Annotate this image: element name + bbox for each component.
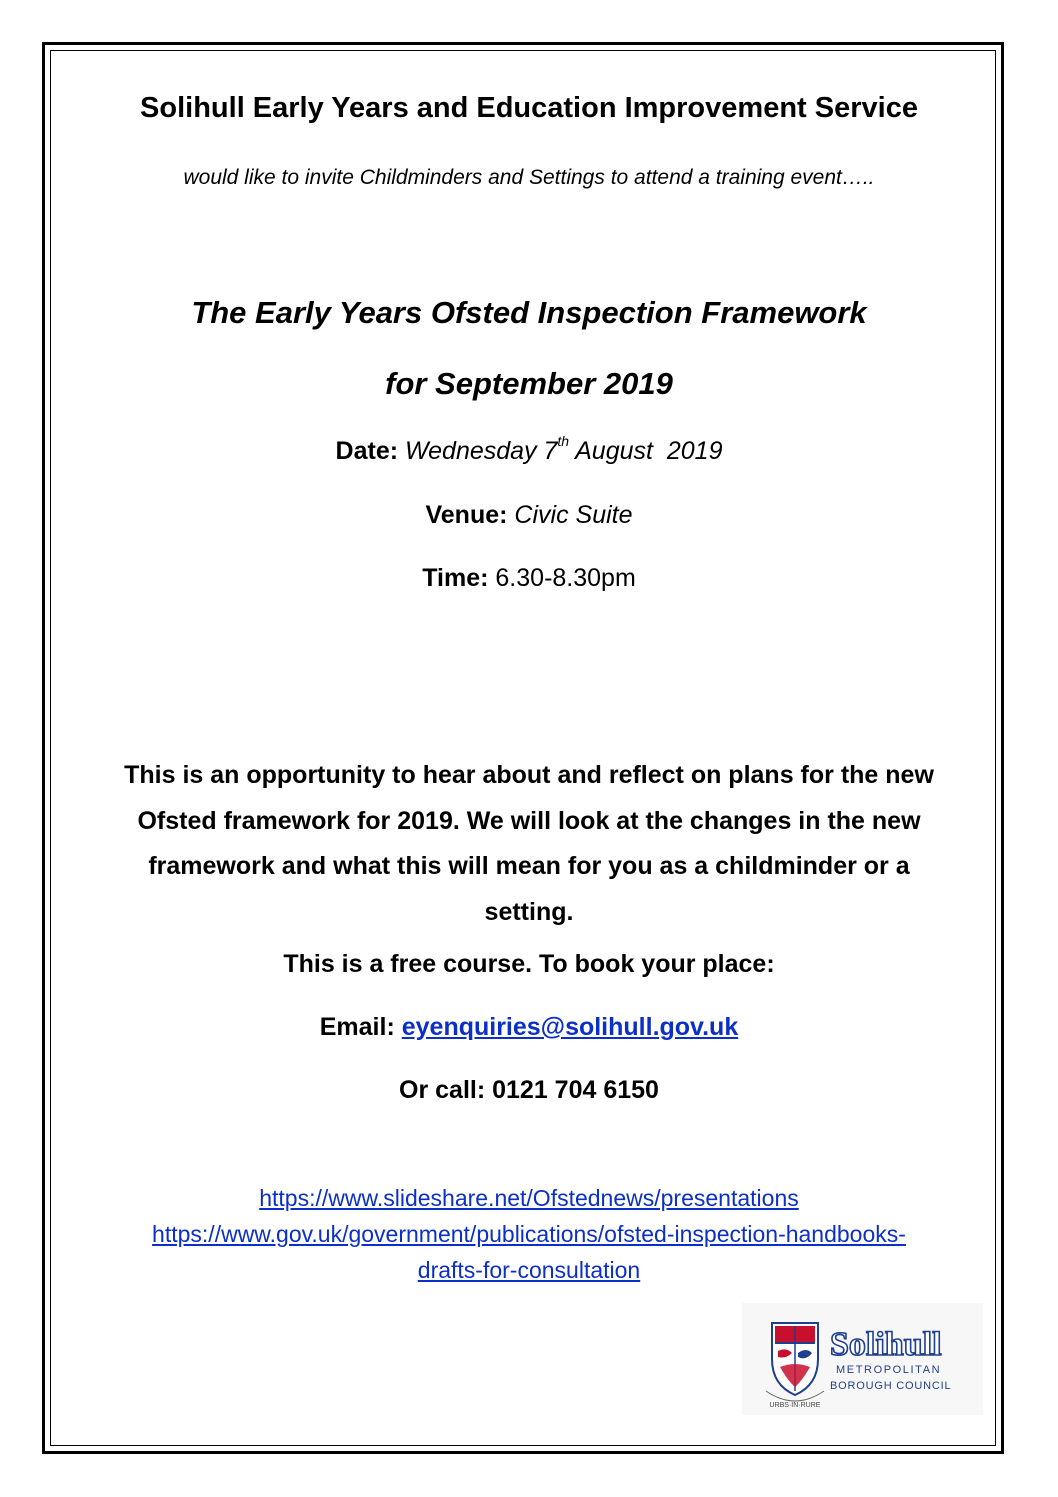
event-title-line1: The Early Years Ofsted Inspection Framework	[191, 295, 867, 330]
council-logo-graphic	[742, 1303, 983, 1415]
description-paragraph	[62, 753, 996, 935]
logo-line3: BOROUGH COUNCIL	[830, 1380, 952, 1392]
description-line: setting.	[484, 897, 574, 926]
venue-row	[60, 501, 998, 530]
slideshare-link[interactable]: https://www.slideshare.net/Ofstednews/presentations	[259, 1185, 799, 1211]
logo-name: Solihull	[830, 1326, 942, 1363]
links-block	[62, 1180, 996, 1288]
crest-icon	[766, 1323, 824, 1401]
email-label: Email:	[319, 1013, 395, 1041]
free-course-text: This is a free course. To book your place:	[283, 950, 775, 978]
event-title-line2: for September 2019	[385, 366, 673, 401]
invite-text: would like to invite Childminders and Settings to attend a training event…..	[183, 166, 875, 189]
description-line: Ofsted framework for 2019. We will look at the changes in the new	[137, 806, 921, 835]
venue-value: Civic Suite	[514, 501, 633, 529]
date-label: Date:	[335, 437, 399, 465]
email-link[interactable]: eyenquiries@solihull.gov.uk	[401, 1013, 739, 1041]
description-line: framework and what this will mean for you as a childminder or a	[148, 852, 910, 880]
venue-label: Venue:	[425, 501, 508, 529]
time-value: 6.30-8.30pm	[495, 564, 636, 592]
call-text: Or call: 0121 704 6150	[399, 1076, 659, 1104]
logo-motto: URBS·IN·RURE	[769, 1402, 821, 1409]
date-value	[405, 433, 723, 465]
logo-line2: METROPOLITAN	[836, 1364, 942, 1376]
govuk-link-line2[interactable]: drafts-for-consultation	[417, 1257, 641, 1283]
date-day: Wednesday 7	[405, 437, 558, 465]
govuk-link-line1[interactable]: https://www.gov.uk/government/publications/ofsted-inspection-handbooks-	[152, 1221, 906, 1247]
date-rest: August 2019	[569, 437, 723, 465]
date-row	[60, 433, 998, 466]
email-row	[60, 1013, 998, 1042]
solihull-council-logo	[742, 1303, 983, 1415]
page-title: Solihull Early Years and Education Improvement Service	[140, 92, 918, 124]
time-label: Time:	[422, 564, 489, 592]
time-row	[60, 564, 998, 593]
description-line: This is an opportunity to hear about and reflect on plans for the new	[124, 761, 934, 789]
date-suffix: th	[557, 433, 570, 449]
